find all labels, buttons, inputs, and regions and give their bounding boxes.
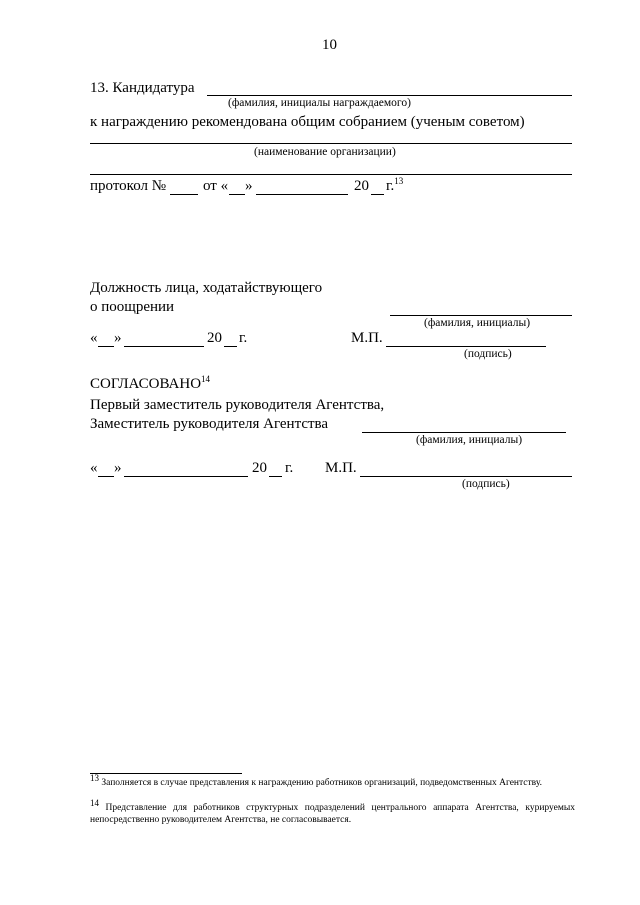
footnote-ref-14: 14	[201, 374, 211, 384]
approval-date-close: »	[114, 460, 122, 476]
approval-signature-line[interactable]	[360, 476, 572, 477]
protocol-label: протокол №	[90, 178, 167, 194]
petitioner-name-caption: (фамилия, инициалы)	[424, 317, 531, 329]
footnote-14-number: 14	[90, 797, 99, 808]
protocol-number-line[interactable]	[170, 194, 198, 195]
approval-title: СОГЛАСОВАНО$^{14}$	[90, 374, 211, 392]
approval-name-line[interactable]	[362, 432, 566, 433]
footnote-separator	[90, 773, 242, 774]
petitioner-position-line1: Должность лица, ходатайствующего	[90, 280, 323, 296]
footnote-13-text: Заполняется в случае представления к награждению работников организаций, подведомственных Агентству.	[101, 778, 542, 788]
organization-caption: (наименование организации)	[254, 146, 396, 158]
organization-line[interactable]	[90, 143, 572, 144]
approval-year-label: 20	[252, 460, 267, 476]
approval-month-line[interactable]	[124, 476, 248, 477]
candidate-name-line[interactable]	[207, 95, 572, 96]
organization-line-2[interactable]	[90, 174, 572, 175]
protocol-month-line[interactable]	[256, 194, 348, 195]
footnote-14	[90, 797, 576, 826]
approval-year-suffix: г.	[285, 460, 294, 476]
petitioner-date-close: »	[114, 330, 122, 346]
petitioner-date-open: «	[90, 330, 98, 346]
approval-position-line1: Первый заместитель руководителя Агентства,	[90, 397, 385, 413]
footnote-ref-13: 13	[394, 176, 404, 186]
approval-date-open: «	[90, 460, 98, 476]
petitioner-seal-label: М.П.	[351, 330, 383, 346]
petitioner-position-line2: о поощрении	[90, 299, 175, 315]
approval-signature-caption: (подпись)	[462, 478, 510, 490]
footnote-14-text: Представление для работников структурных подразделений центрального аппарата Агентства, курируемых непосредственно руководителем Агентства, не согласовывается.	[90, 803, 576, 825]
petitioner-month-line[interactable]	[124, 346, 204, 347]
protocol-year-label: 20	[354, 178, 369, 194]
approval-seal-label: М.П.	[325, 460, 357, 476]
approval-position-line2: Заместитель руководителя Агентства	[90, 416, 329, 432]
recommendation-text: к награждению рекомендована общим собранием (ученым советом)	[90, 114, 525, 130]
footnote-13-number: 13	[90, 772, 99, 783]
approval-day-line[interactable]	[98, 476, 114, 477]
candidate-name-caption: (фамилия, инициалы награждаемого)	[228, 97, 411, 109]
candidacy-label: 13. Кандидатура	[90, 80, 195, 96]
protocol-year-line[interactable]	[371, 194, 384, 195]
petitioner-day-line[interactable]	[98, 346, 114, 347]
petitioner-year-suffix: г.	[239, 330, 248, 346]
protocol-from-label: от «	[203, 178, 229, 194]
approval-year-line[interactable]	[269, 476, 282, 477]
page-number: 10	[322, 37, 337, 53]
petitioner-year-label: 20	[207, 330, 222, 346]
petitioner-year-line[interactable]	[224, 346, 237, 347]
petitioner-signature-line[interactable]	[386, 346, 546, 347]
protocol-year-suffix: г.$^{13}$	[386, 176, 404, 194]
protocol-day-line[interactable]	[229, 194, 245, 195]
approval-name-caption: (фамилия, инициалы)	[416, 434, 523, 446]
petitioner-signature-caption: (подпись)	[464, 348, 512, 360]
protocol-close-quote: »	[245, 178, 253, 194]
footnote-13	[90, 772, 575, 789]
petitioner-name-line[interactable]	[390, 315, 572, 316]
